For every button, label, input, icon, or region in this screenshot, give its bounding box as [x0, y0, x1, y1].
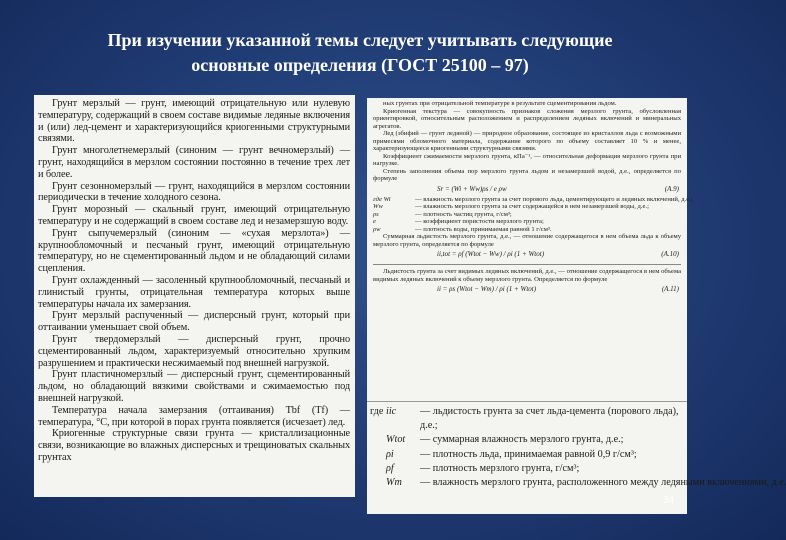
- formula-expression: ii = ρs (Wtot − Wm) / ρi (1 + Wtot): [437, 285, 537, 293]
- where-row: [367, 211, 687, 219]
- definition-paragraph: Грунт твердомерзлый — дисперсный грунт, прочно сцементированный льдом, характеризуемый относительно хрупким разрушением и практически несжимаемый под внешней нагрузкой.: [38, 333, 350, 369]
- formula-expression: ii,tot = ρf (Wtot − Ww) / ρi (1 + Wtot): [437, 250, 545, 258]
- divider: [373, 264, 681, 265]
- where-text: — влажность мерзлого грунта за счет содержащейся в нем незамерзшей воды, д.е.;: [415, 203, 649, 210]
- legend-symbol: Wtot: [386, 434, 406, 446]
- where-symbol: ρw: [373, 225, 381, 233]
- formula-number: (А.10): [661, 250, 679, 258]
- text-paragraph: ных грунтах при отрицательной температуре в результате сцементирования льдом.: [383, 100, 617, 107]
- legend-text: — плотность льда, принимаемая равной 0,9 г/см³;: [420, 448, 637, 460]
- formula-a10: [367, 248, 687, 261]
- definition-paragraph: Грунт сыпучемерзлый (синоним — «сухая мерзлота») — крупнообломочный и песчаный грунт, имеющий отрицательную температуру, но не сцементированный льдом и не обладающий силами сцепления.: [38, 227, 350, 275]
- legend-row: [367, 419, 687, 433]
- definition-paragraph: Грунт мерзлый — грунт, имеющий отрицательную или нулевую температуру, содержащий в своем составе видимые ледяные включения и (или) лед-цемент и характеризующийся криогенными структурными связями.: [38, 98, 350, 145]
- definition-paragraph: Грунт многолетнемерзлый (синоним — грунт вечномерзлый) — грунт, находящийся в мерзлом состоянии постоянно в течение трех лет и более.: [38, 145, 350, 180]
- legend-text: д.е.;: [420, 420, 438, 432]
- legend-symbol: iic: [386, 406, 397, 417]
- where-text: — коэффициент пористости мерзлого грунта;: [415, 218, 544, 225]
- text-paragraph: Коэффициент сжимаемости мерзлого грунта, кПа⁻¹, — относительная деформация мерзлого грунта при нагрузке.: [373, 152, 681, 167]
- legend-row: [367, 405, 687, 419]
- formula-a11: [367, 283, 687, 296]
- text-paragraph: Суммарная льдистость мерзлого грунта, д.е., — отношение содержащегося в нем объема льда к объему мерзлого грунта, определяется по формуле: [373, 233, 681, 248]
- formulas-text: [367, 100, 693, 296]
- formula-a9: [367, 183, 687, 196]
- legend-text: — льдистость грунта за счет льда-цемента (порового льда),: [420, 406, 679, 417]
- legend-symbol: ρi: [386, 448, 394, 460]
- formula-expression: Sr = (Wi + Ww)ρs / e ρw: [437, 184, 507, 193]
- definition-paragraph: Температура начала замерзания (оттаивания) Tbf (Tf) — температура, °С, при которой в порах грунта появляется (исчезает) лед.: [38, 404, 350, 428]
- definitions-text: [34, 98, 355, 464]
- legend-text: — плотность мерзлого грунта, г/см³;: [420, 462, 580, 474]
- where-row: [367, 218, 687, 226]
- legend-lead: где: [370, 406, 384, 417]
- title-line-2: основные определения (ГОСТ 25100 – 97): [191, 55, 529, 75]
- formula-number: (А.11): [661, 285, 679, 293]
- formula-number: (А.9): [664, 184, 679, 193]
- where-symbol: где Wi: [373, 195, 391, 203]
- legend-symbol: Wm: [386, 477, 402, 489]
- where-row: [367, 195, 693, 204]
- definition-paragraph: Грунт морозный — скальный грунт, имеющий отрицательную температуру и не содержащий в своем составе лед и незамерзшую воду.: [38, 204, 350, 227]
- scanned-page-right: [367, 98, 693, 403]
- legend-rows: [367, 405, 786, 490]
- title-line-1: При изучении указанной темы следует учитывать следующие: [107, 30, 613, 50]
- definition-paragraph: Криогенные структурные связи грунта — кристаллизационные связи, возникающие во влажных дисперсных и трещиноватых скальных грунтах: [38, 428, 350, 463]
- text-paragraph: Криогенная текстура — совокупность признаков сложения мерзлого грунта, обусловленная ориентировкой, относительным расположением и распределением ледяных включений и минеральных агрегатов.: [373, 107, 681, 130]
- definition-paragraph: Грунт пластичномерзлый — дисперсный грунт, сцементированный льдом, но обладающий вязкими свойствами и сжимаемостью под внешней нагрузкой.: [38, 369, 350, 404]
- slide-title: [40, 28, 680, 78]
- legend-text: — суммарная влажность мерзлого грунта, д.е.;: [420, 434, 624, 446]
- definition-paragraph: Грунт сезонномерзлый — грунт, находящийся в мерзлом состоянии периодически в течение холодного сезона.: [38, 180, 350, 204]
- text-paragraph: Льдистость грунта за счет видимых ледяных включений, д.е., — отношение содержащегося в нем объема видимых ледяных включений к объему мерзлого грунта. Определяется по формуле: [373, 268, 681, 283]
- where-symbol: e: [373, 218, 376, 225]
- where-symbol: ρs: [373, 210, 379, 218]
- legend-row: [367, 462, 687, 476]
- scanned-legend: [367, 401, 786, 514]
- where-text: — влажность мерзлого грунта за счет порового льда, цементирующего и ледяных включений, д.е.;: [415, 195, 693, 203]
- text-paragraph: Степень заполнения объема пор мерзлого грунта льдом и незамерзшей водой, д.е., определяется по формуле: [373, 167, 681, 182]
- where-row: [367, 226, 687, 234]
- legend-row: [367, 433, 687, 447]
- where-text: — плотность частиц грунта, г/см³;: [415, 210, 512, 218]
- page-number: 34: [663, 495, 675, 506]
- where-text: — плотность воды, принимаемая равной 1 г/см³.: [415, 225, 552, 233]
- definition-paragraph: Грунт мерзлый распученный — дисперсный грунт, который при оттаивании уменьшает свой объем.: [38, 310, 350, 334]
- where-row: [367, 203, 687, 211]
- definition-paragraph: Грунт охлажденный — засоленный крупнообломочный, песчаный и глинистый грунты, отрицательная температура которых выше температуры начала их замерзания.: [38, 274, 350, 310]
- legend-row: [367, 476, 786, 490]
- text-paragraph: Лед (эбифий — грунт ледяной) — природное образование, состоящее из кристаллов льда с возможными примесями обломочного материала, содержание которого по объему составляет 10 % и менее, характеризующееся криогенными структурными связями.: [373, 130, 681, 152]
- where-symbol: Ww: [373, 203, 383, 210]
- legend-text: — влажность мерзлого грунта, расположенного между ледяными включениями, д.е.: [420, 477, 786, 489]
- legend-row: [367, 448, 687, 462]
- legend-symbol: ρf: [386, 462, 394, 474]
- scanned-page-left: [34, 95, 355, 497]
